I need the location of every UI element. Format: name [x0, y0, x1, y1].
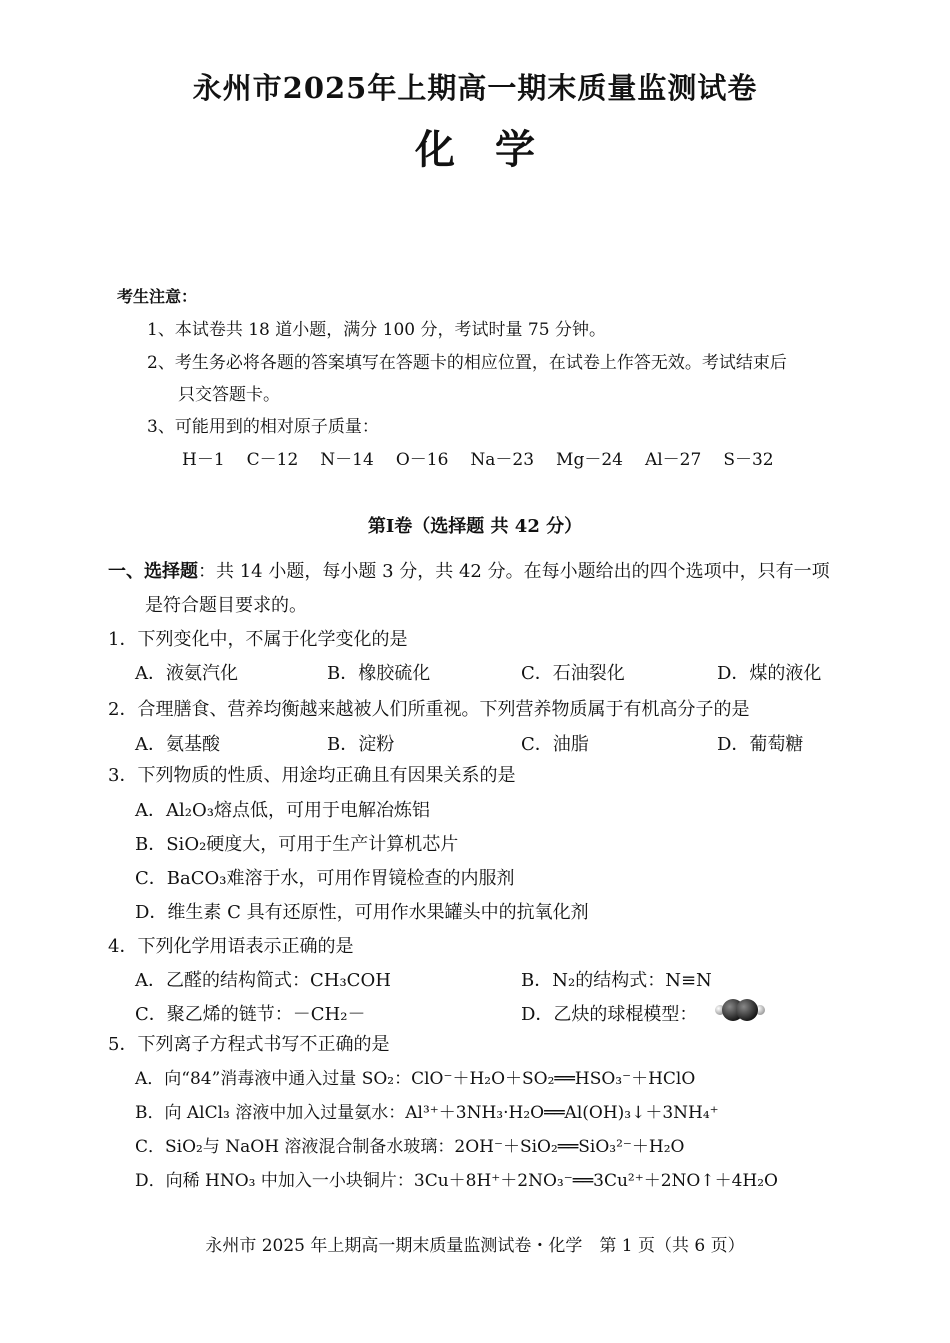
notice-heading: 考生注意： — [117, 287, 198, 306]
notice-item-3: 3、可能用到的相对原子质量： — [147, 417, 379, 437]
mass-c: C－12 — [246, 450, 299, 470]
q5-option-b: B．向 AlCl₃ 溶液中加入过量氨水：Al³⁺＋3NH₃·H₂O══Al(OH)₃↓＋3NH₄⁺ — [135, 1103, 719, 1123]
q1-option-d: D．煤的液化 — [717, 663, 822, 684]
q4-option-a: A．乙醛的结构简式：CH₃COH — [135, 970, 391, 991]
q1-option-a: A．液氨汽化 — [135, 663, 238, 684]
part-text: ：共 14 小题，每小题 3 分，共 42 分。在每小题给出的四个选项中，只有一项 — [198, 561, 830, 582]
part-label: 一、选择题 — [108, 561, 198, 582]
mass-o: O－16 — [395, 450, 449, 470]
q1-option-b: B．橡胶硫化 — [327, 663, 431, 684]
atomic-mass-list — [182, 445, 796, 470]
mass-mg: Mg－24 — [556, 450, 623, 470]
notice-item-2-cont: 只交答题卡。 — [178, 385, 280, 405]
q1-option-c: C．石油裂化 — [521, 663, 625, 684]
q2-option-a: A．氨基酸 — [135, 734, 220, 755]
mass-s: S－32 — [723, 450, 774, 470]
mass-h: H－1 — [182, 450, 225, 470]
q3-option-d: D．维生素 C 具有还原性，可用作水果罐头中的抗氧化剂 — [135, 902, 589, 923]
q2-option-b: B．淀粉 — [327, 734, 395, 755]
mass-al: Al－27 — [644, 450, 702, 470]
q3-option-c: C．BaCO₃难溶于水，可用作胃镜检查的内服剂 — [135, 868, 515, 889]
mass-na: Na－23 — [470, 450, 535, 470]
q4-stem: 4．下列化学用语表示正确的是 — [108, 936, 354, 957]
q3-stem: 3．下列物质的性质、用途均正确且有因果关系的是 — [108, 765, 516, 786]
q5-option-c: C．SiO₂与 NaOH 溶液混合制备水玻璃：2OH⁻＋SiO₂══SiO₃²⁻＋H₂O — [135, 1137, 685, 1157]
q4-option-c: C．聚乙烯的链节：－CH₂－ — [135, 1004, 366, 1025]
q2-option-c: C．油脂 — [521, 734, 589, 755]
subject-title: 化学 — [415, 126, 575, 173]
q5-stem: 5．下列离子方程式书写不正确的是 — [108, 1034, 390, 1055]
exam-title: 永州市2025年上期高一期末质量监测试卷 — [192, 71, 758, 105]
q2-stem: 2．合理膳食、营养均衡越来越被人们所重视。下列营养物质属于有机高分子的是 — [108, 699, 750, 720]
q1-stem: 1．下列变化中，不属于化学变化的是 — [108, 629, 408, 650]
section-title: 第Ⅰ卷（选择题 共 42 分） — [367, 516, 583, 537]
q2-option-d: D．葡萄糖 — [717, 734, 804, 755]
acetylene-ball-stick-model-icon — [714, 995, 766, 1025]
part-instruction-cont: 是符合题目要求的。 — [145, 595, 307, 616]
q4-option-b: B．N₂的结构式：N≡N — [521, 970, 712, 991]
q4-option-d: D．乙炔的球棍模型： — [521, 1004, 698, 1025]
mass-n: N－14 — [320, 450, 374, 470]
q3-option-a: A．Al₂O₃熔点低，可用于电解冶炼铝 — [135, 800, 430, 821]
q5-option-d: D．向稀 HNO₃ 中加入一小块铜片：3Cu＋8H⁺＋2NO₃⁻══3Cu²⁺＋2NO↑＋4H₂O — [135, 1171, 778, 1191]
notice-item-1: 1、本试卷共 18 道小题，满分 100 分，考试时量 75 分钟。 — [147, 320, 606, 340]
page-footer: 永州市 2025 年上期高一期末质量监测试卷・化学 第 1 页（共 6 页） — [205, 1236, 745, 1256]
q5-option-a: A．向“84”消毒液中通入过量 SO₂：ClO⁻＋H₂O＋SO₂══HSO₃⁻＋HClO — [135, 1069, 696, 1089]
notice-item-2: 2、考生务必将各题的答案填写在答题卡的相应位置，在试卷上作答无效。考试结束后 — [147, 353, 787, 373]
part-instruction — [108, 557, 830, 583]
q3-option-b: B．SiO₂硬度大，可用于生产计算机芯片 — [135, 834, 459, 855]
